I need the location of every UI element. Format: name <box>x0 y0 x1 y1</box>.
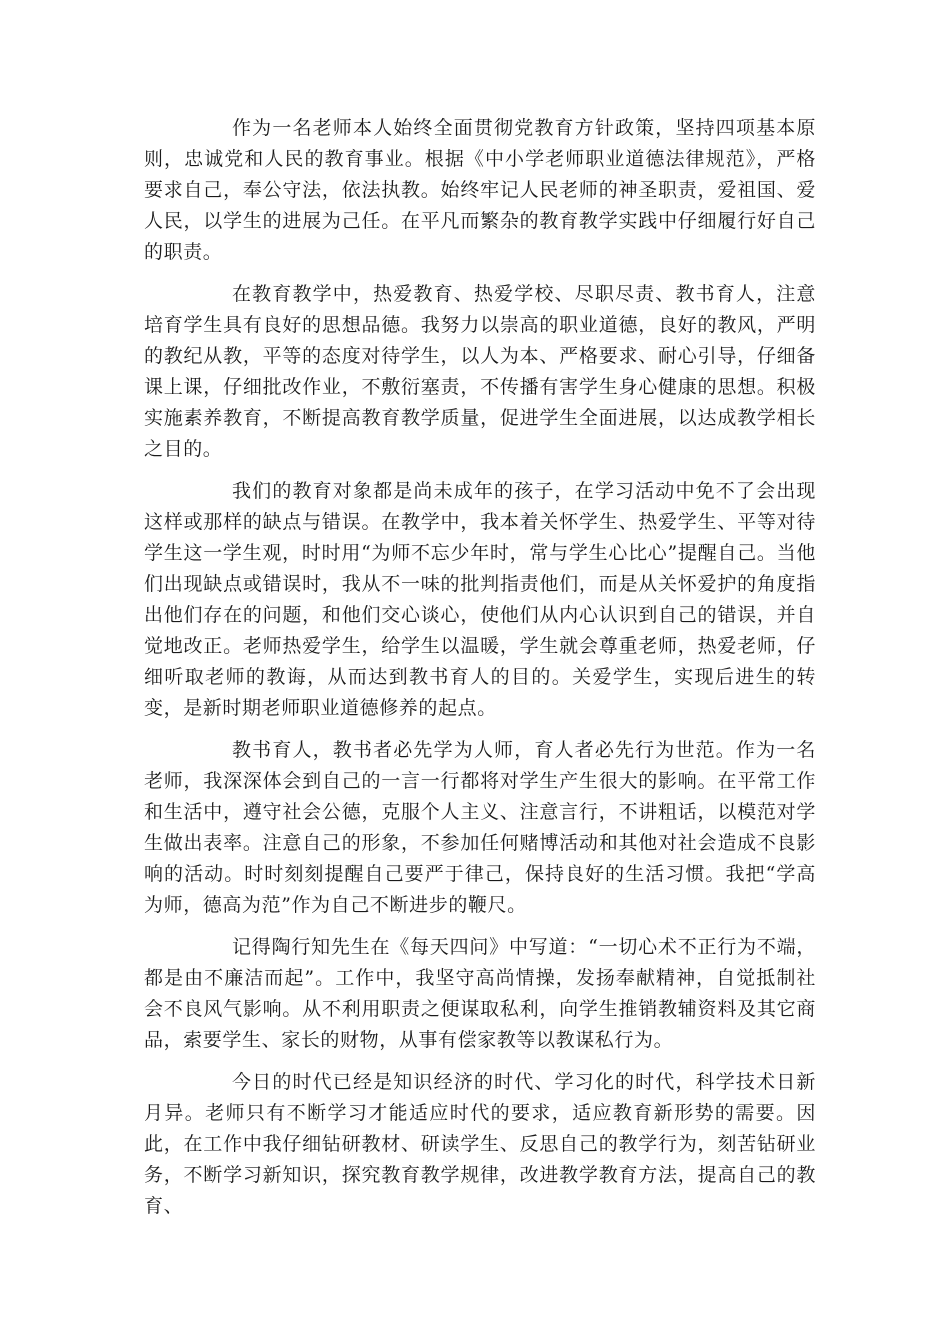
paragraph-6: 今日的时代已经是知识经济的时代、学习化的时代，科学技术日新月异。老师只有不断学习才能适应时代的要求，适应教育新形势的需要。因此，在工作中我仔细钻研教材、研读学生、反思自己的教学行为，刻苦钻研业务，不断学习新知识，探究教育教学规律，改进教学教育方法，提高自己的教育、 <box>144 1071 816 1217</box>
paragraph-3: 我们的教育对象都是尚未成年的孩子，在学习活动中免不了会出现这样或那样的缺点与错误。在教学中，我本着关怀学生、热爱学生、平等对待学生这一学生观，时时用“为师不忘少年时，常与学生心比心”提醒自己。当他们出现缺点或错误时，我从不一味的批判指责他们，而是从关怀爱护的角度指出他们存在的问题，和他们交心谈心，使他们从内心认识到自己的错误，并自觉地改正。老师热爱学生，给学生以温暖，学生就会尊重老师，热爱老师，仔细听取老师的教诲，从而达到教书育人的目的。关爱学生，实现后进生的转变，是新时期老师职业道德修养的起点。 <box>144 480 816 719</box>
document-body <box>144 113 816 1233</box>
paragraph-1: 作为一名老师本人始终全面贯彻党教育方针政策，坚持四项基本原则，忠诚党和人民的教育事业。根据《中小学老师职业道德法律规范》，严格要求自己，奉公守法，依法执教。始终牢记人民老师的神圣职责，爱祖国、爱人民，以学生的进展为己任。在平凡而繁杂的教育教学实践中仔细履行好自己的职责。 <box>144 117 816 263</box>
paragraph-5: 记得陶行知先生在《每天四问》中写道：“一切心术不正行为不端，都是由不廉洁而起”。工作中，我坚守高尚情操，发扬奉献精神，自觉抵制社会不良风气影响。从不利用职责之便谋取私利，向学生推销教辅资料及其它商品，索要学生、家长的财物，从事有偿家教等以教谋私行为。 <box>144 936 816 1051</box>
paragraph-4: 教书育人，教书者必先学为人师，育人者必先行为世范。作为一名老师，我深深体会到自己的一言一行都将对学生产生很大的影响。在平常工作和生活中，遵守社会公德，克服个人主义、注意言行，不讲粗话，以模范对学生做出表率。注意自己的形象，不参加任何赌博活动和其他对社会造成不良影响的活动。时时刻刻提醒自己要严于律己，保持良好的生活习惯。我把“学高为师，德高为范”作为自己不断进步的鞭尺。 <box>144 739 816 916</box>
paragraph-2: 在教育教学中，热爱教育、热爱学校、尽职尽责、教书育人，注意培育学生具有良好的思想品德。我努力以崇高的职业道德，良好的教风，严明的教纪从教，平等的态度对待学生，以人为本、严格要求、耐心引导，仔细备课上课，仔细批改作业，不敷衍塞责，不传播有害学生身心健康的思想。积极实施素养教育，不断提高教育教学质量，促进学生全面进展，以达成教学相长之目的。 <box>144 283 816 460</box>
